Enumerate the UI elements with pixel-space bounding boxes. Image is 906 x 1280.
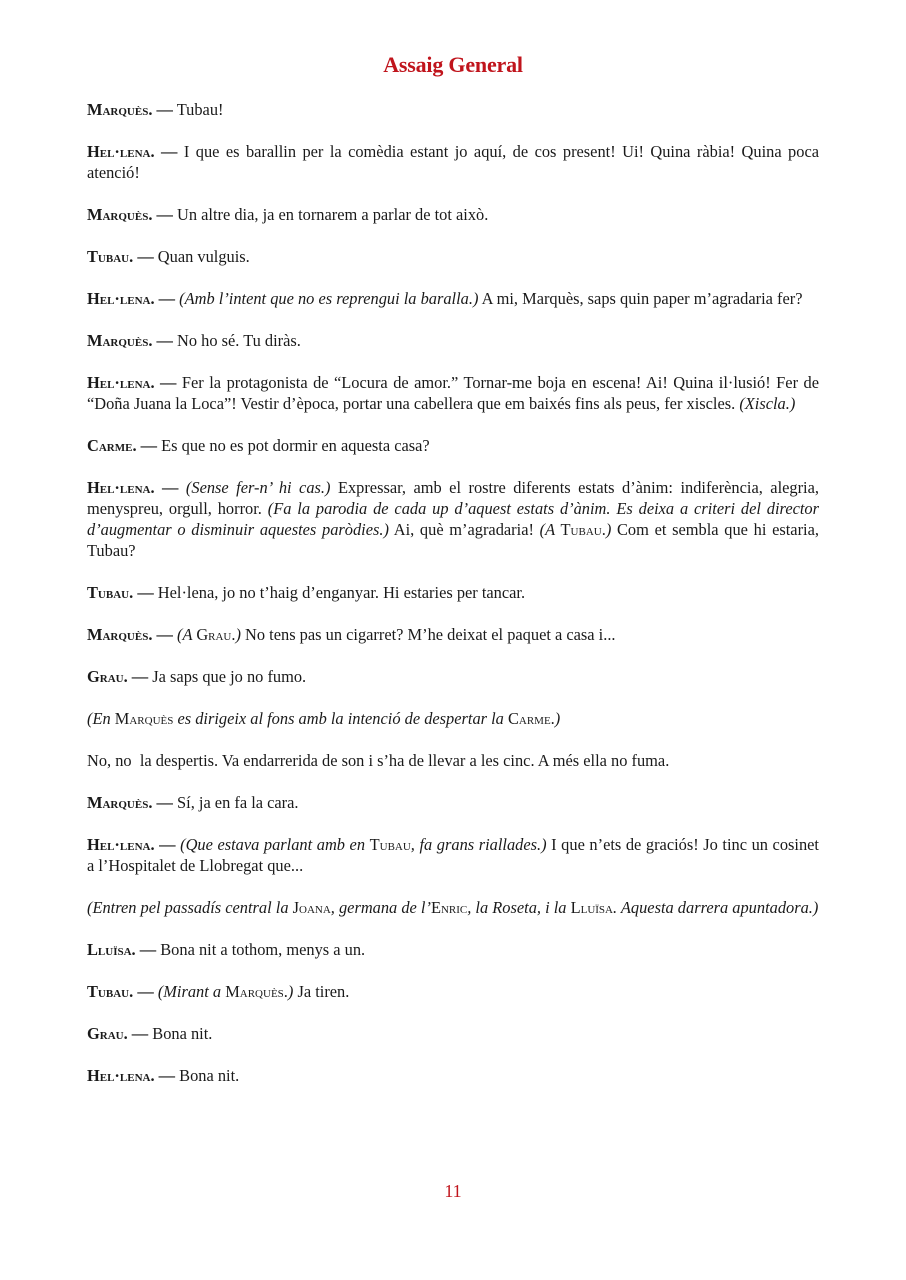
dialogue-dash: — bbox=[158, 289, 176, 308]
character-name: Marquès. bbox=[225, 982, 288, 1001]
page-title: Assaig General bbox=[383, 52, 523, 77]
dialogue-line bbox=[87, 246, 819, 267]
dialogue-line bbox=[87, 939, 819, 960]
dialogue-text: No tens pas un cigarret? M’he deixat el paquet a casa i... bbox=[240, 625, 616, 644]
dialogue-line bbox=[87, 477, 819, 561]
speaker-name: Marquès. bbox=[87, 625, 153, 644]
dialogue-line bbox=[87, 330, 819, 351]
speaker-name: Hel·lena. bbox=[87, 835, 155, 854]
dialogue-line bbox=[87, 1023, 819, 1044]
dialogue-line bbox=[87, 582, 819, 603]
speaker-name: Grau. bbox=[87, 667, 128, 686]
character-name: Grau. bbox=[196, 625, 236, 644]
dialogue-dash: — bbox=[139, 940, 157, 959]
dialogue-line bbox=[87, 288, 819, 309]
dialogue-dash: — bbox=[156, 205, 173, 224]
dialogue-text: No ho sé. Tu diràs. bbox=[172, 331, 301, 350]
dialogue-line bbox=[87, 834, 819, 876]
dialogue-line bbox=[87, 666, 819, 687]
speaker-name: Hel·lena. bbox=[87, 373, 155, 392]
dialogue-text: Ja tiren. bbox=[293, 982, 350, 1001]
speaker-name: Carme. bbox=[87, 436, 137, 455]
dialogue-dash: — bbox=[140, 436, 158, 455]
dialogue-line bbox=[87, 792, 819, 813]
speaker-name: Tubau. bbox=[87, 247, 134, 266]
dialogue-line bbox=[87, 981, 819, 1002]
stage-direction: (Sense fer-n’ hi cas.) bbox=[185, 478, 331, 497]
stage-direction: (Xiscla.) bbox=[739, 394, 796, 413]
stage-direction-text: (Mirant a bbox=[157, 982, 226, 1001]
stage-direction-text: ) bbox=[287, 982, 294, 1001]
dialogue-line bbox=[87, 204, 819, 225]
dialogue-text: Tubau! bbox=[172, 100, 224, 119]
dialogue-text: I que n’ets de graciós! Jo tinc un cosinet a l’Hospitalet de Llobregat que... bbox=[87, 835, 819, 875]
dialogue-line bbox=[87, 372, 819, 414]
stage-direction-text: ) bbox=[554, 709, 561, 728]
character-name: Enric bbox=[430, 898, 468, 917]
speaker-name: Marquès. bbox=[87, 331, 153, 350]
dialogue-text: Hel·lena, jo no t’haig d’enganyar. Hi estaries per tancar. bbox=[153, 583, 526, 602]
speaker-name: Hel·lena. bbox=[87, 1066, 155, 1085]
speaker-name: Marquès. bbox=[87, 205, 153, 224]
stage-direction-paragraph bbox=[87, 708, 819, 729]
speaker-name: Hel·lena. bbox=[87, 289, 155, 308]
dialogue-line bbox=[87, 1065, 819, 1086]
stage-direction bbox=[180, 835, 546, 854]
dialogue-dash: — bbox=[137, 982, 154, 1001]
dialogue-text: A mi, Marquès, saps quin paper m’agradaria fer? bbox=[478, 289, 803, 308]
dialogue-text: Sí, ja en fa la cara. bbox=[172, 793, 299, 812]
speaker-name: Hel·lena. bbox=[87, 142, 155, 161]
dialogue-continuation: No, no la despertis. Va endarrerida de son i s’ha de llevar a les cinc. A més ella no fuma. bbox=[87, 751, 670, 770]
character-name: Joana bbox=[292, 898, 331, 917]
character-name: Lluïsa bbox=[570, 898, 613, 917]
speaker-name: Marquès. bbox=[87, 793, 153, 812]
stage-direction: (Fa la parodia de cada up d’aquest estats d’ànim. Es deixa a criteri del director d’augmentar o disminuir aquestes paròdies.) bbox=[87, 499, 819, 539]
stage-direction-text: (A bbox=[177, 625, 197, 644]
dialogue-text: Bona nit a tothom, menys a un. bbox=[156, 940, 366, 959]
character-name: Marquès bbox=[114, 709, 174, 728]
speaker-name: Hel·lena. bbox=[87, 478, 155, 497]
stage-direction-text: (En bbox=[87, 709, 115, 728]
dialogue-text: Bona nit. bbox=[175, 1066, 240, 1085]
dialogue-dash: — bbox=[137, 583, 154, 602]
character-name: Tubau bbox=[369, 835, 411, 854]
stage-direction-text: , fa grans riallades.) bbox=[410, 835, 547, 854]
stage-direction-text: . Aquesta darrera apuntadora.) bbox=[613, 898, 819, 917]
stage-direction bbox=[540, 520, 612, 539]
stage-direction-text: (Entren pel passadís central la bbox=[87, 898, 293, 917]
dialogue-dash: — bbox=[156, 625, 173, 644]
dialogue-dash: — bbox=[137, 247, 154, 266]
dialogue-text: Es que no es pot dormir en aquesta casa? bbox=[157, 436, 430, 455]
dialogue-dash: — bbox=[161, 142, 178, 161]
page-number: 11 bbox=[444, 1181, 462, 1201]
stage-direction-text: ) bbox=[605, 520, 612, 539]
dialogue-line bbox=[87, 99, 819, 120]
dialogue-text: Ja saps que jo no fumo. bbox=[148, 667, 307, 686]
dialogue-line bbox=[87, 624, 819, 645]
stage-direction bbox=[158, 982, 294, 1001]
dialogue-text: Un altre dia, ja en tornarem a parlar de tot això. bbox=[172, 205, 489, 224]
speaker-name: Lluïsa. bbox=[87, 940, 136, 959]
stage-direction bbox=[177, 625, 241, 644]
character-name: Carme. bbox=[507, 709, 555, 728]
speaker-name: Tubau. bbox=[87, 583, 134, 602]
dialogue-dash: — bbox=[160, 373, 177, 392]
speaker-name: Marquès. bbox=[87, 100, 153, 119]
dialogue-dash: — bbox=[162, 478, 179, 497]
dialogue-line bbox=[87, 141, 819, 183]
dialogue-line bbox=[87, 435, 819, 456]
dialogue-dash: — bbox=[131, 667, 149, 686]
dialogue-text: Com et sembla que hi estaria, Tubau? bbox=[87, 520, 819, 560]
speaker-name: Tubau. bbox=[87, 982, 134, 1001]
dialogue-dash: — bbox=[156, 100, 173, 119]
stage-direction: (Amb l’intent que no es reprengui la baralla.) bbox=[179, 289, 479, 308]
stage-direction-text: , germana de l’ bbox=[330, 898, 431, 917]
dialogue-text: I que es barallin per la comèdia estant jo aquí, de cos present! Ui! Quina ràbia! Quina poca atenció! bbox=[87, 142, 819, 182]
stage-direction-paragraph bbox=[87, 897, 819, 918]
dialogue-text: Fer la protagonista de “Locura de amor.” Tornar-me boja en escena! Ai! Quina il·lusió! Fer de “Doña Juana la Loca”! Vestir d’època, portar una cabellera que em baixés fins als peus, fer xiscles. bbox=[87, 373, 819, 413]
dialogue-text: Quan vulguis. bbox=[153, 247, 250, 266]
stage-direction-text: (A bbox=[539, 520, 561, 539]
dialogue-text: Bona nit. bbox=[148, 1024, 213, 1043]
dialogue-text: Ai, què m’agradaria! bbox=[388, 520, 540, 539]
play-text bbox=[87, 99, 819, 1107]
stage-direction-text: , la Roseta, i la bbox=[467, 898, 571, 917]
stage-direction-text: ) bbox=[235, 625, 241, 644]
dialogue-dash: — bbox=[159, 835, 176, 854]
character-name: Tubau. bbox=[560, 520, 606, 539]
stage-direction-text: es dirigeix al fons amb la intenció de despertar la bbox=[173, 709, 508, 728]
dialogue-text: Expressar, amb el rostre diferents estats d’ànim: indiferència, alegria, menyspreu, orgull, horror. bbox=[87, 478, 819, 518]
dialogue-dash: — bbox=[158, 1066, 176, 1085]
dialogue-dash: — bbox=[156, 331, 173, 350]
dialogue-dash: — bbox=[156, 793, 173, 812]
speaker-name: Grau. bbox=[87, 1024, 128, 1043]
dialogue-dash: — bbox=[131, 1024, 149, 1043]
stage-direction-text: (Que estava parlant amb en bbox=[180, 835, 370, 854]
